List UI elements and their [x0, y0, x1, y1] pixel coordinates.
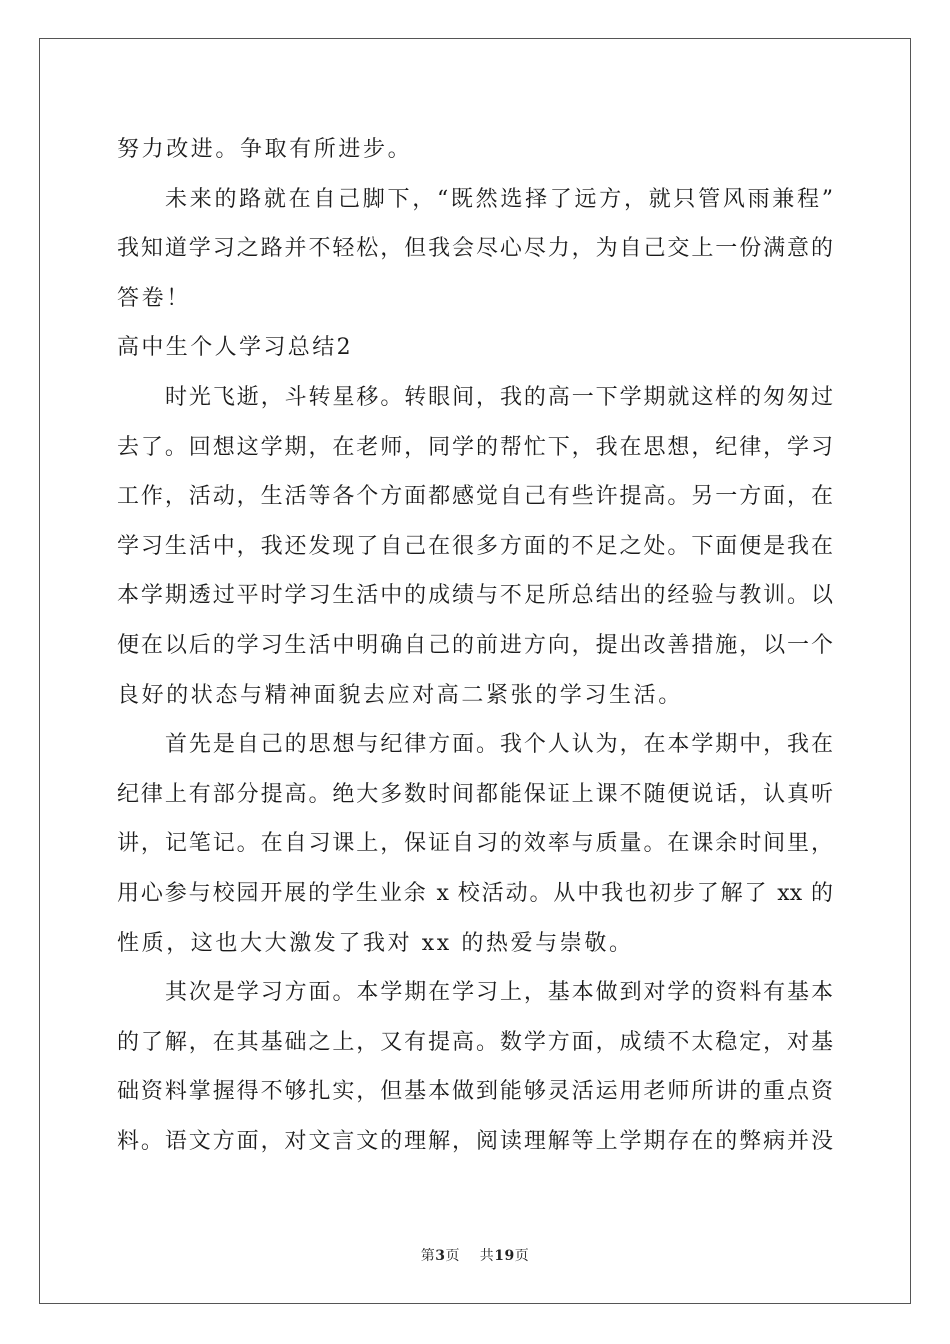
text-line: 的了解，在其基础之上，又有提高。数学方面，成绩不太稳定，对基 — [117, 1029, 833, 1055]
text-line: 良好的状态与精神面貌去应对高二紧张的学习生活。 — [117, 682, 683, 708]
text-line: 其次是学习方面。本学期在学习上，基本做到对学的资料有基本 — [165, 980, 833, 1006]
text-line: 纪律上有部分提高。绝大多数时间都能保证上课不随便说话，认真听 — [117, 781, 833, 807]
text-line: 时光飞逝，斗转星移。转眼间，我的高一下学期就这样的匆匆过 — [165, 384, 833, 410]
text-line: 用心参与校园开展的学生业余 x 校活动。从中我也初步了解了 xx 的 — [117, 880, 833, 906]
section-heading: 高中生个人学习总结2 — [117, 335, 353, 361]
total-pages-number: 19 — [494, 1248, 515, 1264]
text-line: 我知道学习之路并不轻松，但我会尽心尽力，为自己交上一份满意的 — [117, 236, 833, 262]
text-line: 去了。回想这学期，在老师，同学的帮忙下，我在思想，纪律，学习 — [117, 434, 833, 460]
text-line: 础资料掌握得不够扎实，但基本做到能够灵活运用老师所讲的重点资 — [117, 1079, 833, 1105]
text-line: 学习生活中，我还发现了自己在很多方面的不足之处。下面便是我在 — [117, 533, 833, 559]
text-line: 讲，记笔记。在自习课上，保证自习的效率与质量。在课余时间里， — [117, 831, 833, 857]
text-line: 未来的路就在自己脚下，“既然选择了远方，就只管风雨兼程” — [165, 186, 833, 212]
text-line: 工作，活动，生活等各个方面都感觉自己有些许提高。另一方面，在 — [117, 484, 833, 510]
text-line: 便在以后的学习生活中明确自己的前进方向，提出改善措施，以一个 — [117, 632, 833, 658]
text-line: 努力改进。争取有所进步。 — [117, 137, 413, 162]
text-line: 首先是自己的思想与纪律方面。我个人认为，在本学期中，我在 — [165, 732, 833, 758]
text-line: 料。语文方面，对文言文的理解，阅读理解等上学期存在的弊病并没 — [117, 1128, 833, 1154]
footer-prefix: 第 — [420, 1248, 436, 1264]
current-page-number: 3 — [435, 1248, 446, 1264]
document-body — [117, 125, 833, 1166]
text-line: 本学期透过平时学习生活中的成绩与不足所总结出的经验与教训。以 — [117, 583, 833, 609]
footer-total-unit: 页 — [514, 1248, 530, 1264]
footer-total-prefix: 共 — [479, 1248, 495, 1264]
footer-page-unit: 页 — [445, 1248, 460, 1264]
page-footer — [0, 1245, 950, 1265]
text-line: 性质，这也大大激发了我对 xx 的热爱与崇敬。 — [117, 930, 634, 956]
text-line: 答卷！ — [117, 285, 191, 311]
